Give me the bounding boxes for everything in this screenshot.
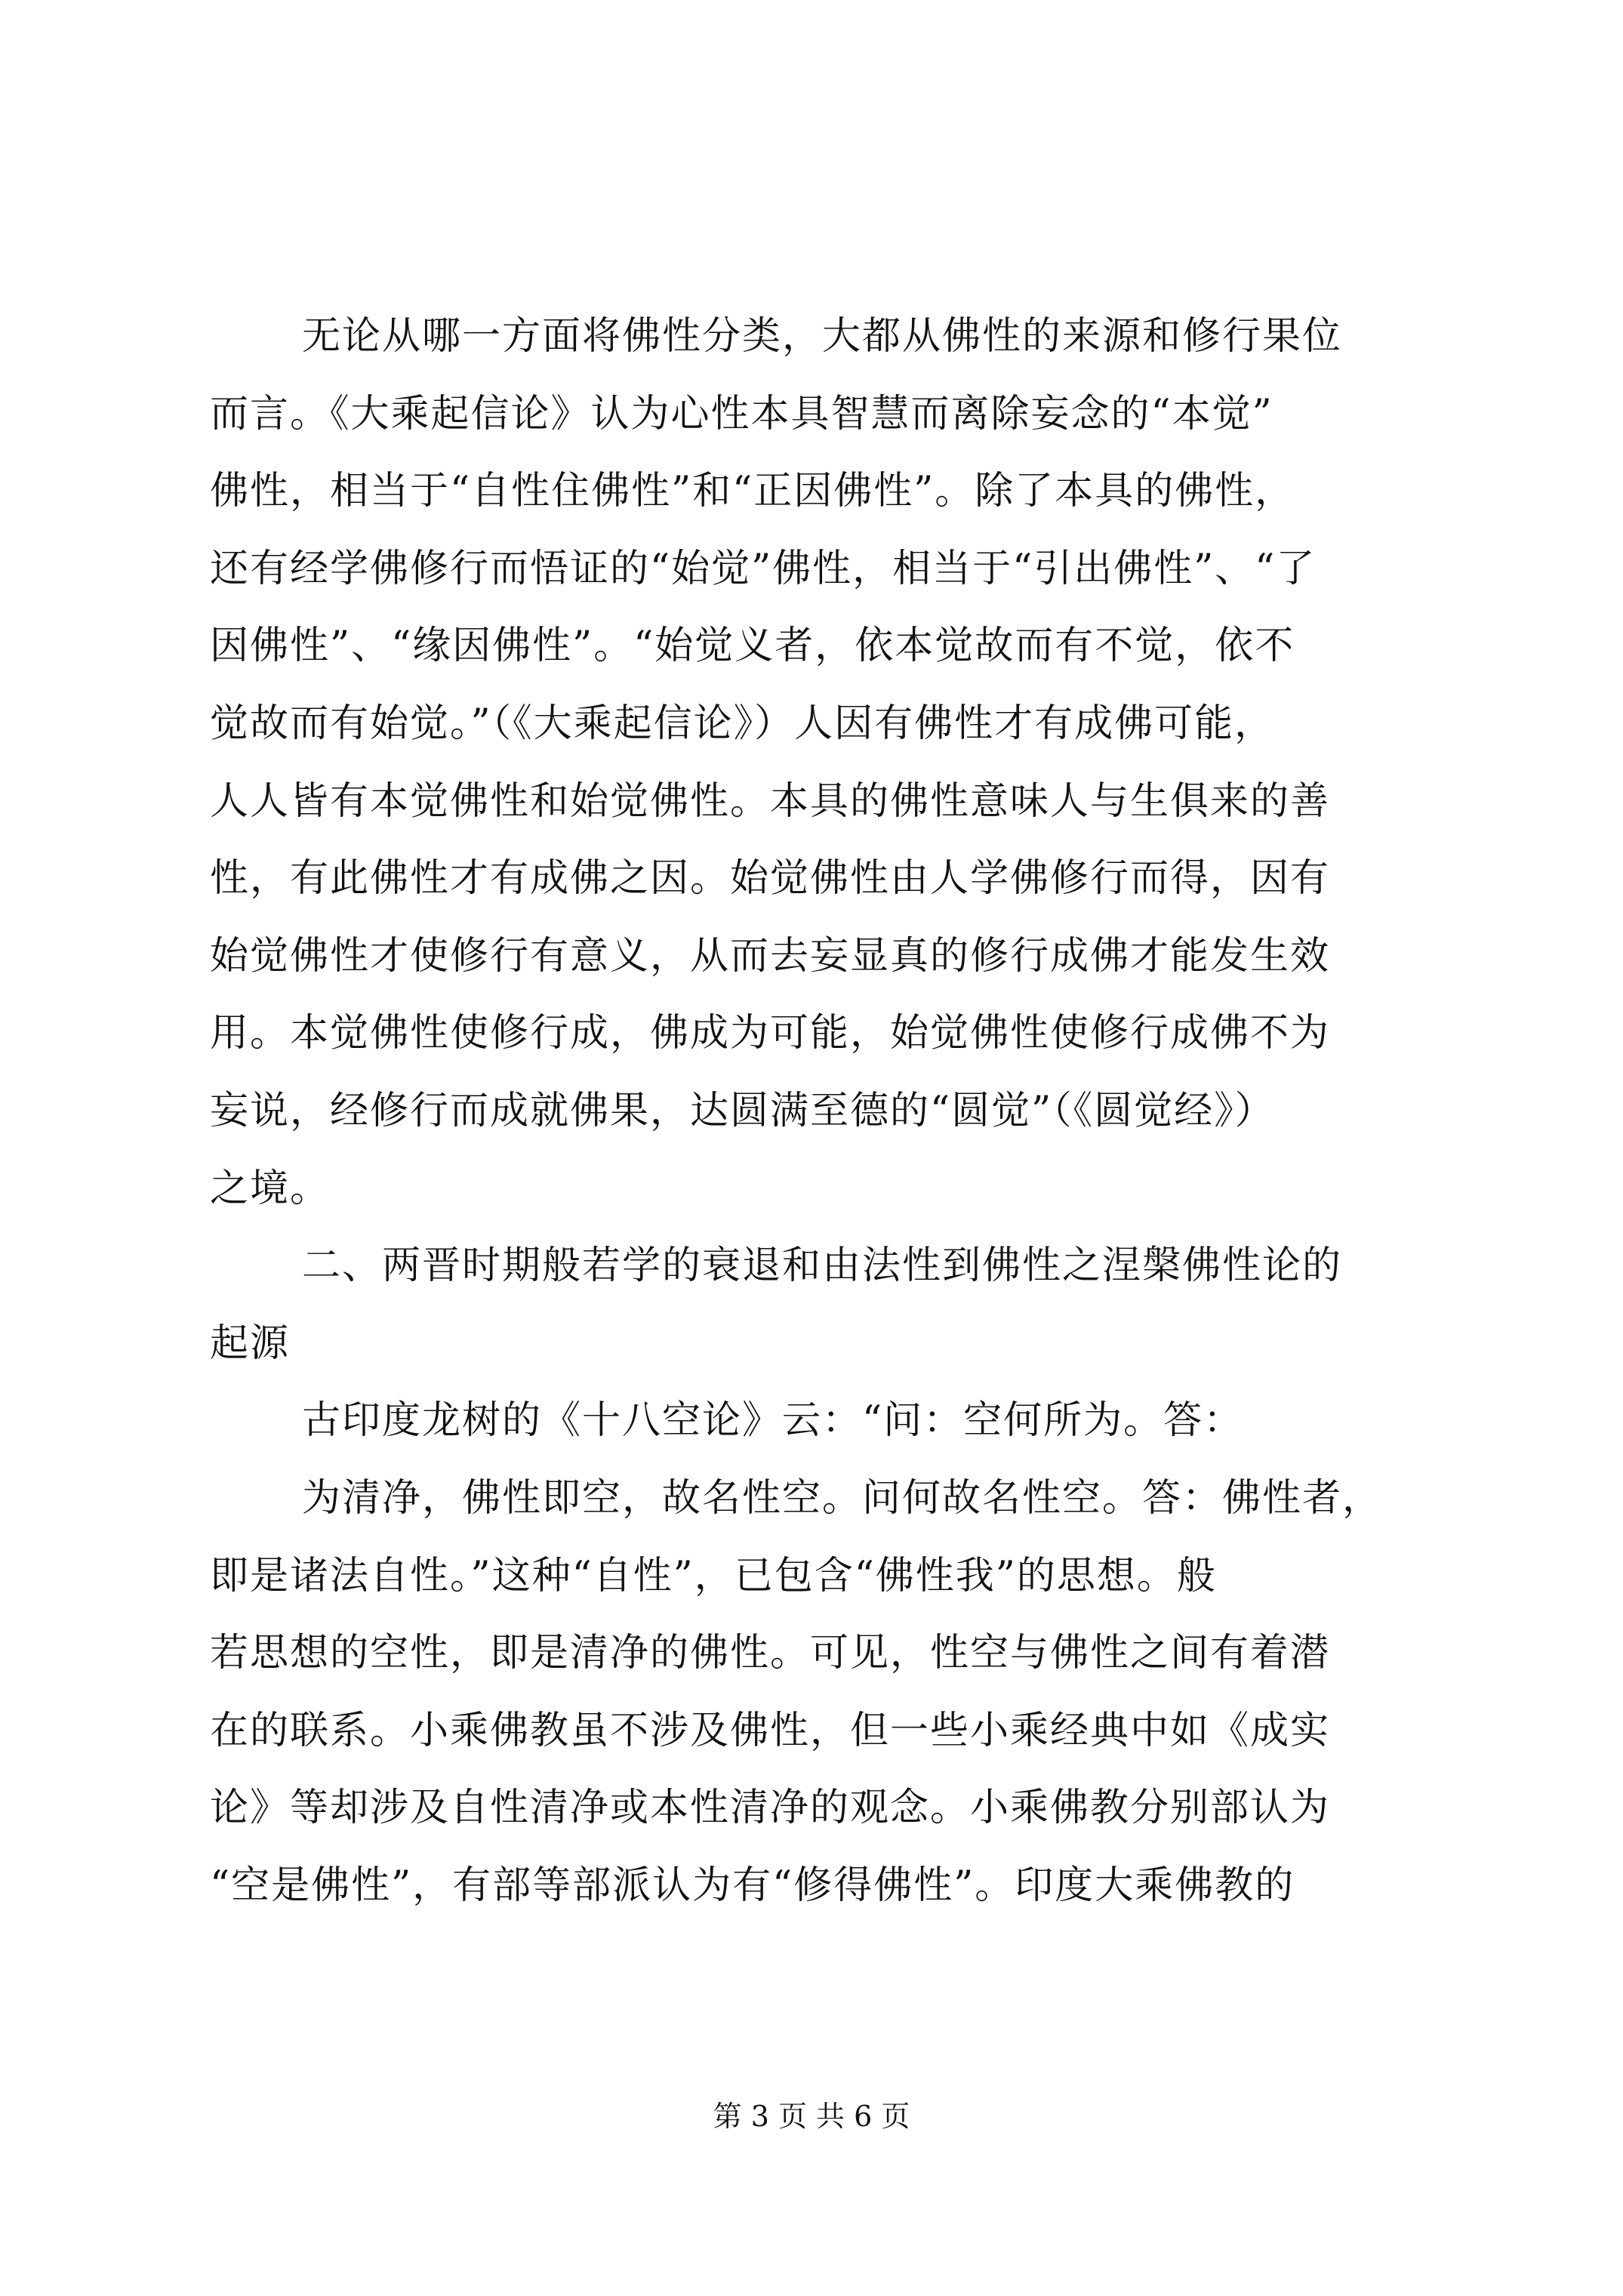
text-line: 佛性，相当于“自性住佛性”和“正因佛性”。除了本具的佛性， [210,469,1295,514]
text-line: 觉故而有始觉。”（《大乘起信论》）人因有佛性才有成佛可能， [210,701,1275,746]
text-line: 因佛性”、“缘因佛性”。“始觉义者，依本觉故而有不觉，依不 [210,624,1295,669]
text-line: 即是诸法自性。”这种“自性”，已包含“佛性我”的思想。般 [210,1553,1217,1598]
text-line: “空是佛性”，有部等部派认为有“修得佛性”。印度大乘佛教的 [210,1863,1295,1908]
text-line: 论》等却涉及自性清净或本性清净的观念。小乘佛教分别部认为 [210,1786,1331,1831]
text-line: 为清净，佛性即空，故名性空。问何故名性空。答：佛性者， [302,1475,1383,1521]
page-number-footer: 第 3 页 共 6 页 [713,2100,910,2133]
text-line: 妄说，经修行而成就佛果，达圆满至德的“圆觉”（《圆觉经》） [210,1088,1275,1133]
text-line: 在的联系。小乘佛教虽不涉及佛性，但一些小乘经典中如《成实 [210,1708,1331,1753]
text-line: 而言。《大乘起信论》认为心性本具智慧而离除妄念的“本觉” [210,391,1273,436]
text-line: 若思想的空性，即是清净的佛性。可见，性空与佛性之间有着潜 [210,1631,1331,1676]
section-heading-line: 二、两晋时期般若学的衰退和由法性到佛性之涅槃佛性论的 [302,1244,1343,1289]
section-heading-line: 起源 [210,1321,291,1366]
text-line: 还有经学佛修行而悟证的“始觉”佛性，相当于“引出佛性”、“了 [210,546,1317,591]
body-text [210,298,1425,1925]
text-line: 始觉佛性才使修行有意义，从而去妄显真的修行成佛才能发生效 [210,933,1331,978]
text-line: 人人皆有本觉佛性和始觉佛性。本具的佛性意味人与生俱来的善 [210,778,1331,824]
text-line: 用。本觉佛性使修行成，佛成为可能，始觉佛性使修行成佛不为 [210,1011,1331,1056]
text-line: 无论从哪一方面将佛性分类，大都从佛性的来源和修行果位 [302,314,1343,359]
text-line: 古印度龙树的《十八空论》云：“问：空何所为。答： [302,1398,1244,1444]
text-line: 性，有此佛性才有成佛之因。始觉佛性由人学佛修行而得，因有 [210,856,1331,901]
text-line: 之境。 [210,1166,331,1211]
